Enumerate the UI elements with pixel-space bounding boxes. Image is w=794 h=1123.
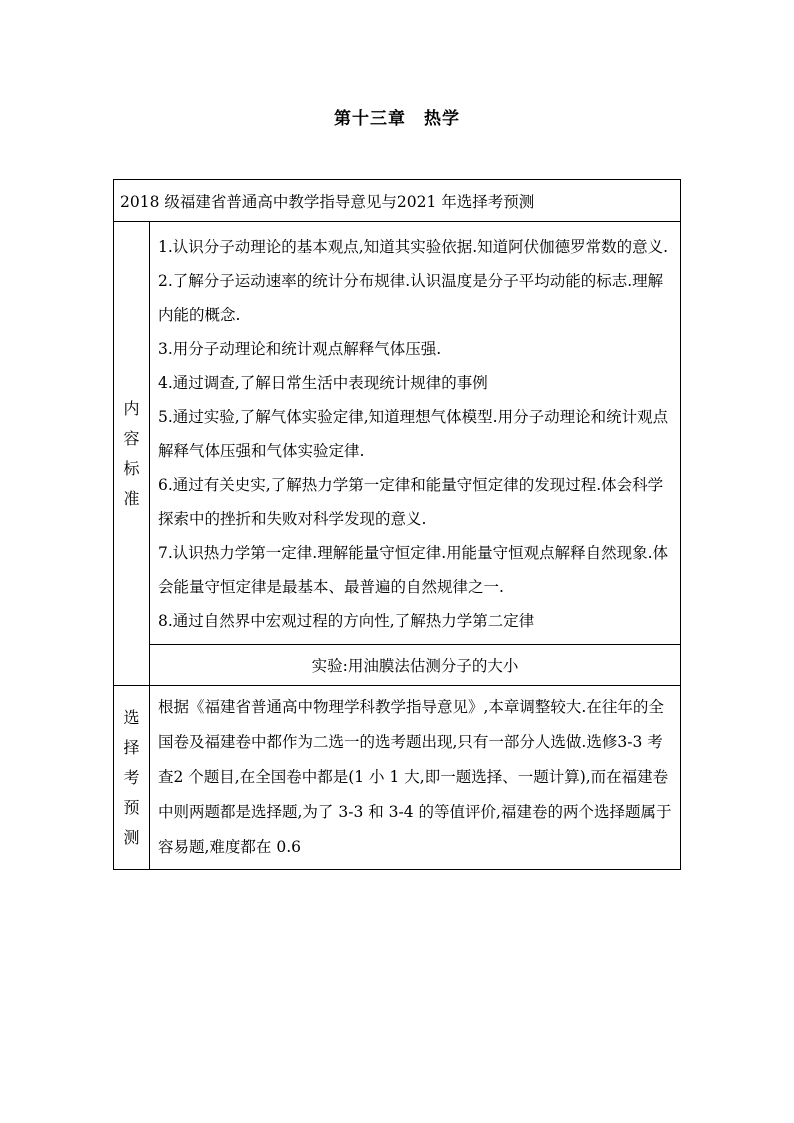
exam-prediction-row <box>114 686 681 870</box>
experiment-text: 实验:用油膜法估测分子的大小 <box>150 645 681 686</box>
standard-item: 4.通过调查,了解日常生活中表现统计规律的事例 <box>158 374 488 392</box>
content-standard-label: 内 容 标 准 <box>114 222 150 686</box>
standard-item: 5.通过实验,了解气体实验定律,知道理想气体模型.用分子动理论和统计观点解释气体压强和气体实验定律. <box>158 408 669 460</box>
exam-prediction-text: 根据《福建省普通高中物理学科教学指导意见》,本章调整较大.在往年的全国卷及福建卷中都作为二选一的选考题出现,只有一部分人选做.选修3-3 考查2 个题目,在全国卷中都是(1 小 1 大,即一题选择、一题计算),而在福建卷中则两题都是选择题,为了 3-3 和 3-4 的等值评价,福建卷的两个选择题属于容易题,难度都在 0.6 <box>150 686 681 870</box>
chapter-name: 热学 <box>424 109 460 129</box>
standard-item: 1.认识分子动理论的基本观点,知道其实验依据.知道阿伏伽德罗常数的意义. <box>158 238 669 256</box>
standard-item: 7.认识热力学第一定律.理解能量守恒定律.用能量守恒观点解释自然现象.体会能量守恒定律是最基本、最普遍的自然规律之一. <box>158 544 669 596</box>
content-standard-row <box>114 222 681 645</box>
table-header-row <box>114 180 681 222</box>
page-title <box>0 104 794 129</box>
guidance-table <box>113 179 681 870</box>
experiment-row <box>114 645 681 686</box>
standard-item: 6.通过有关史实,了解热力学第一定律和能量守恒定律的发现过程.体会科学探索中的挫折和失败对科学发现的意义. <box>158 476 664 528</box>
exam-prediction-label: 选 择 考 预 测 <box>114 686 150 870</box>
table-header: 2018 级福建省普通高中教学指导意见与2021 年选择考预测 <box>114 180 681 222</box>
content-standard-items <box>150 222 681 645</box>
chapter-number: 第十三章 <box>334 109 406 129</box>
standard-item: 8.通过自然界中宏观过程的方向性,了解热力学第二定律 <box>158 612 535 630</box>
standard-item: 3.用分子动理论和统计观点解释气体压强. <box>158 340 442 358</box>
standard-item: 2.了解分子运动速率的统计分布规律.认识温度是分子平均动能的标志.理解内能的概念. <box>158 272 664 324</box>
